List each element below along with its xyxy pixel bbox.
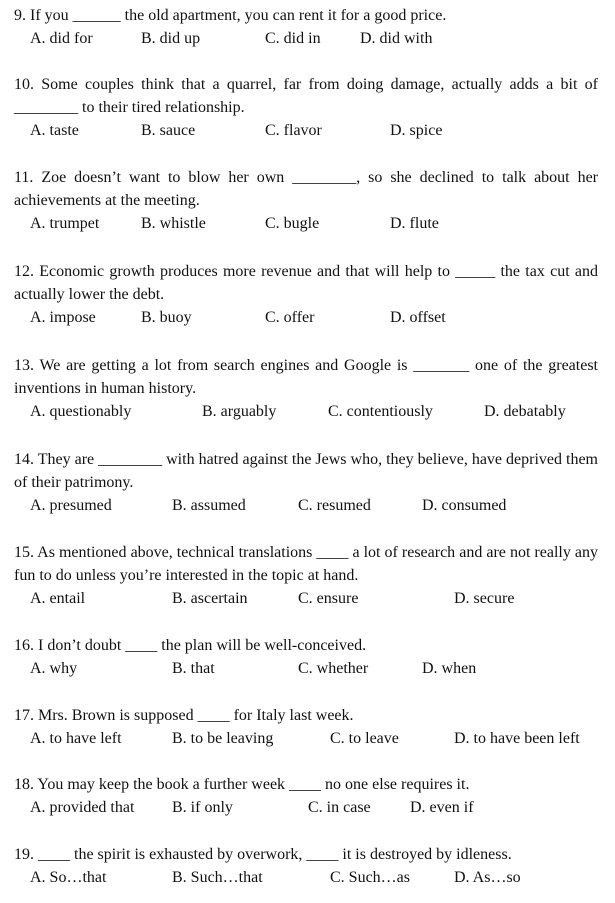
- option-b: B. sauce: [141, 122, 196, 139]
- question-9: [14, 4, 598, 50]
- option-a: A. taste: [30, 122, 79, 139]
- option-c: C. offer: [265, 309, 315, 326]
- option-b: B. to be leaving: [172, 730, 274, 747]
- option-d: D. spice: [390, 122, 443, 139]
- option-b: B. arguably: [202, 403, 277, 420]
- option-c: C. contentiously: [328, 403, 433, 420]
- option-row: [14, 494, 598, 517]
- option-d: D. to have been left: [454, 730, 580, 747]
- option-d: D. flute: [390, 215, 439, 232]
- option-row: [14, 657, 598, 680]
- option-row: [14, 119, 598, 142]
- option-b: B. buoy: [141, 309, 192, 326]
- option-a: A. trumpet: [30, 215, 100, 232]
- option-a: A. impose: [30, 309, 96, 326]
- option-row: [14, 212, 598, 235]
- option-b: B. whistle: [141, 215, 206, 232]
- option-d: D. consumed: [422, 497, 507, 514]
- question-stem: 17. Mrs. Brown is supposed ____ for Italy last week.: [14, 707, 354, 724]
- question-stem: 18. You may keep the book a further week ____ no one else requires it.: [14, 776, 470, 793]
- option-c: C. to leave: [330, 730, 399, 747]
- question-14: [14, 448, 598, 517]
- option-a: A. did for: [30, 30, 93, 47]
- option-a: A. provided that: [30, 799, 135, 816]
- option-d: D. even if: [410, 799, 474, 816]
- question-15: [14, 541, 598, 610]
- question-stem: 19. ____ the spirit is exhausted by overwork, ____ it is destroyed by idleness.: [14, 846, 512, 863]
- question-16: [14, 634, 598, 680]
- option-c: C. resumed: [298, 497, 371, 514]
- option-row: [14, 727, 598, 750]
- option-a: A. presumed: [30, 497, 112, 514]
- question-stem: 15. As mentioned above, technical translations ____ a lot of research and are not really any fun to do unless you’re interested in the topic at hand.: [14, 544, 598, 584]
- option-a: A. So…that: [30, 869, 107, 886]
- question-17: [14, 704, 598, 750]
- option-d: D. when: [422, 660, 477, 677]
- option-c: C. flavor: [265, 122, 322, 139]
- option-row: [14, 587, 598, 610]
- option-row: [14, 796, 598, 819]
- question-stem: 14. They are ________ with hatred against the Jews who, they believe, have deprived them of their patrimony.: [14, 451, 598, 491]
- option-c: C. in case: [308, 799, 371, 816]
- question-11: [14, 166, 598, 235]
- option-a: A. questionably: [30, 403, 132, 420]
- option-a: A. why: [30, 660, 78, 677]
- option-d: D. debatably: [484, 403, 566, 420]
- option-c: C. Such…as: [330, 869, 410, 886]
- option-c: C. bugle: [265, 215, 320, 232]
- option-c: C. did in: [265, 30, 321, 47]
- option-row: [14, 27, 598, 50]
- option-d: D. did with: [360, 30, 433, 47]
- question-stem: 16. I don’t doubt ____ the plan will be well-conceived.: [14, 637, 367, 654]
- question-18: [14, 773, 598, 819]
- question-stem: 9. If you ______ the old apartment, you can rent it for a good price.: [14, 7, 447, 24]
- option-b: B. assumed: [172, 497, 246, 514]
- question-13: [14, 354, 598, 423]
- option-c: C. ensure: [298, 590, 359, 607]
- option-c: C. whether: [298, 660, 369, 677]
- question-10: [14, 73, 598, 142]
- option-b: B. Such…that: [172, 869, 263, 886]
- option-d: D. As…so: [454, 869, 521, 886]
- question-stem: 13. We are getting a lot from search engines and Google is _______ one of the greatest inventions in human history.: [14, 357, 598, 397]
- question-stem: 12. Economic growth produces more revenue and that will help to _____ the tax cut and actually lower the debt.: [14, 263, 598, 303]
- question-12: [14, 260, 598, 329]
- option-d: D. offset: [390, 309, 446, 326]
- option-row: [14, 306, 598, 329]
- question-stem: 11. Zoe doesn’t want to blow her own ________, so she declined to talk about her achievements at the meeting.: [14, 169, 598, 209]
- question-19: [14, 843, 598, 889]
- option-d: D. secure: [454, 590, 515, 607]
- question-stem: 10. Some couples think that a quarrel, far from doing damage, actually adds a bit of ________ to their tired relationship.: [14, 76, 598, 116]
- option-a: A. to have left: [30, 730, 122, 747]
- option-row: [14, 866, 598, 889]
- option-b: B. if only: [172, 799, 233, 816]
- option-row: [14, 400, 598, 423]
- option-a: A. entail: [30, 590, 86, 607]
- option-b: B. did up: [141, 30, 201, 47]
- option-b: B. ascertain: [172, 590, 248, 607]
- option-b: B. that: [172, 660, 215, 677]
